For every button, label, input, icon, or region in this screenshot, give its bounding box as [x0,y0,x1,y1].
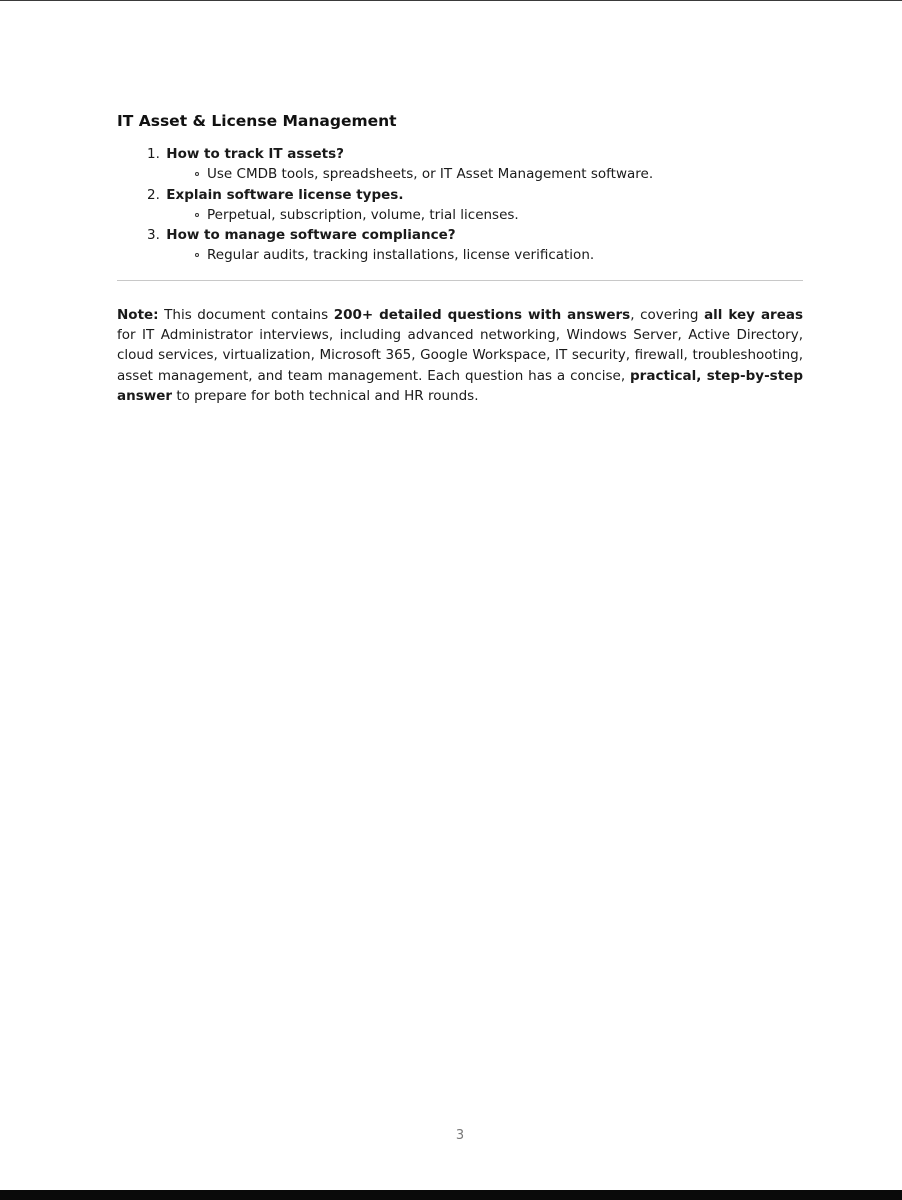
document-page-content [117,108,803,420]
note-label: Note: [117,306,159,323]
hollow-bullet-icon [195,213,199,217]
question-text: How to manage software compliance? [166,227,456,243]
note-text-segment: to prepare for both technical and HR rounds. [172,388,479,405]
answer-item [117,245,803,266]
section-title: IT Asset & License Management [117,112,397,130]
hollow-bullet-icon [195,172,199,176]
question-item-3 [117,225,803,266]
answer-text: Perpetual, subscription, volume, trial licenses. [207,206,519,223]
answer-list [117,205,803,226]
page-number: 3 [455,1128,465,1143]
answer-item [117,164,803,185]
note-text-segment: for IT Administrator interviews, including advanced networking, Windows Server, Active Directory, cloud services, virtualization, Microsoft 365, Google Workspace, IT security, firewall, troubleshooting, asset management, and team management. Each question has a concise, [117,326,803,384]
horizontal-divider [117,280,803,281]
hollow-bullet-icon [195,253,199,257]
answer-text: Regular audits, tracking installations, license verification. [207,247,595,263]
answer-item [117,205,803,226]
question-item-2 [117,185,803,226]
question-number: 2. [147,186,160,203]
question-number: 3. [147,227,160,243]
question-text: How to track IT assets? [166,146,344,162]
note-text-segment: This document contains [158,306,334,323]
answer-list [117,164,803,185]
note-bold-segment: all key areas [704,306,804,323]
answer-list [117,245,803,266]
note-paragraph [117,305,803,407]
note-text-segment: , covering [630,306,705,323]
question-number: 1. [147,146,160,162]
note-bold-segment: 200+ detailed questions with answers [333,306,631,323]
answer-text: Use CMDB tools, spreadsheets, or IT Asset Management software. [207,166,654,182]
question-list [117,144,803,266]
top-border-line [0,0,902,1]
bottom-black-bar [0,1190,902,1200]
question-text: Explain software license types. [166,186,404,203]
question-item-1 [117,144,803,185]
note-bold-segment: practical, step-by-step answer [117,367,803,405]
